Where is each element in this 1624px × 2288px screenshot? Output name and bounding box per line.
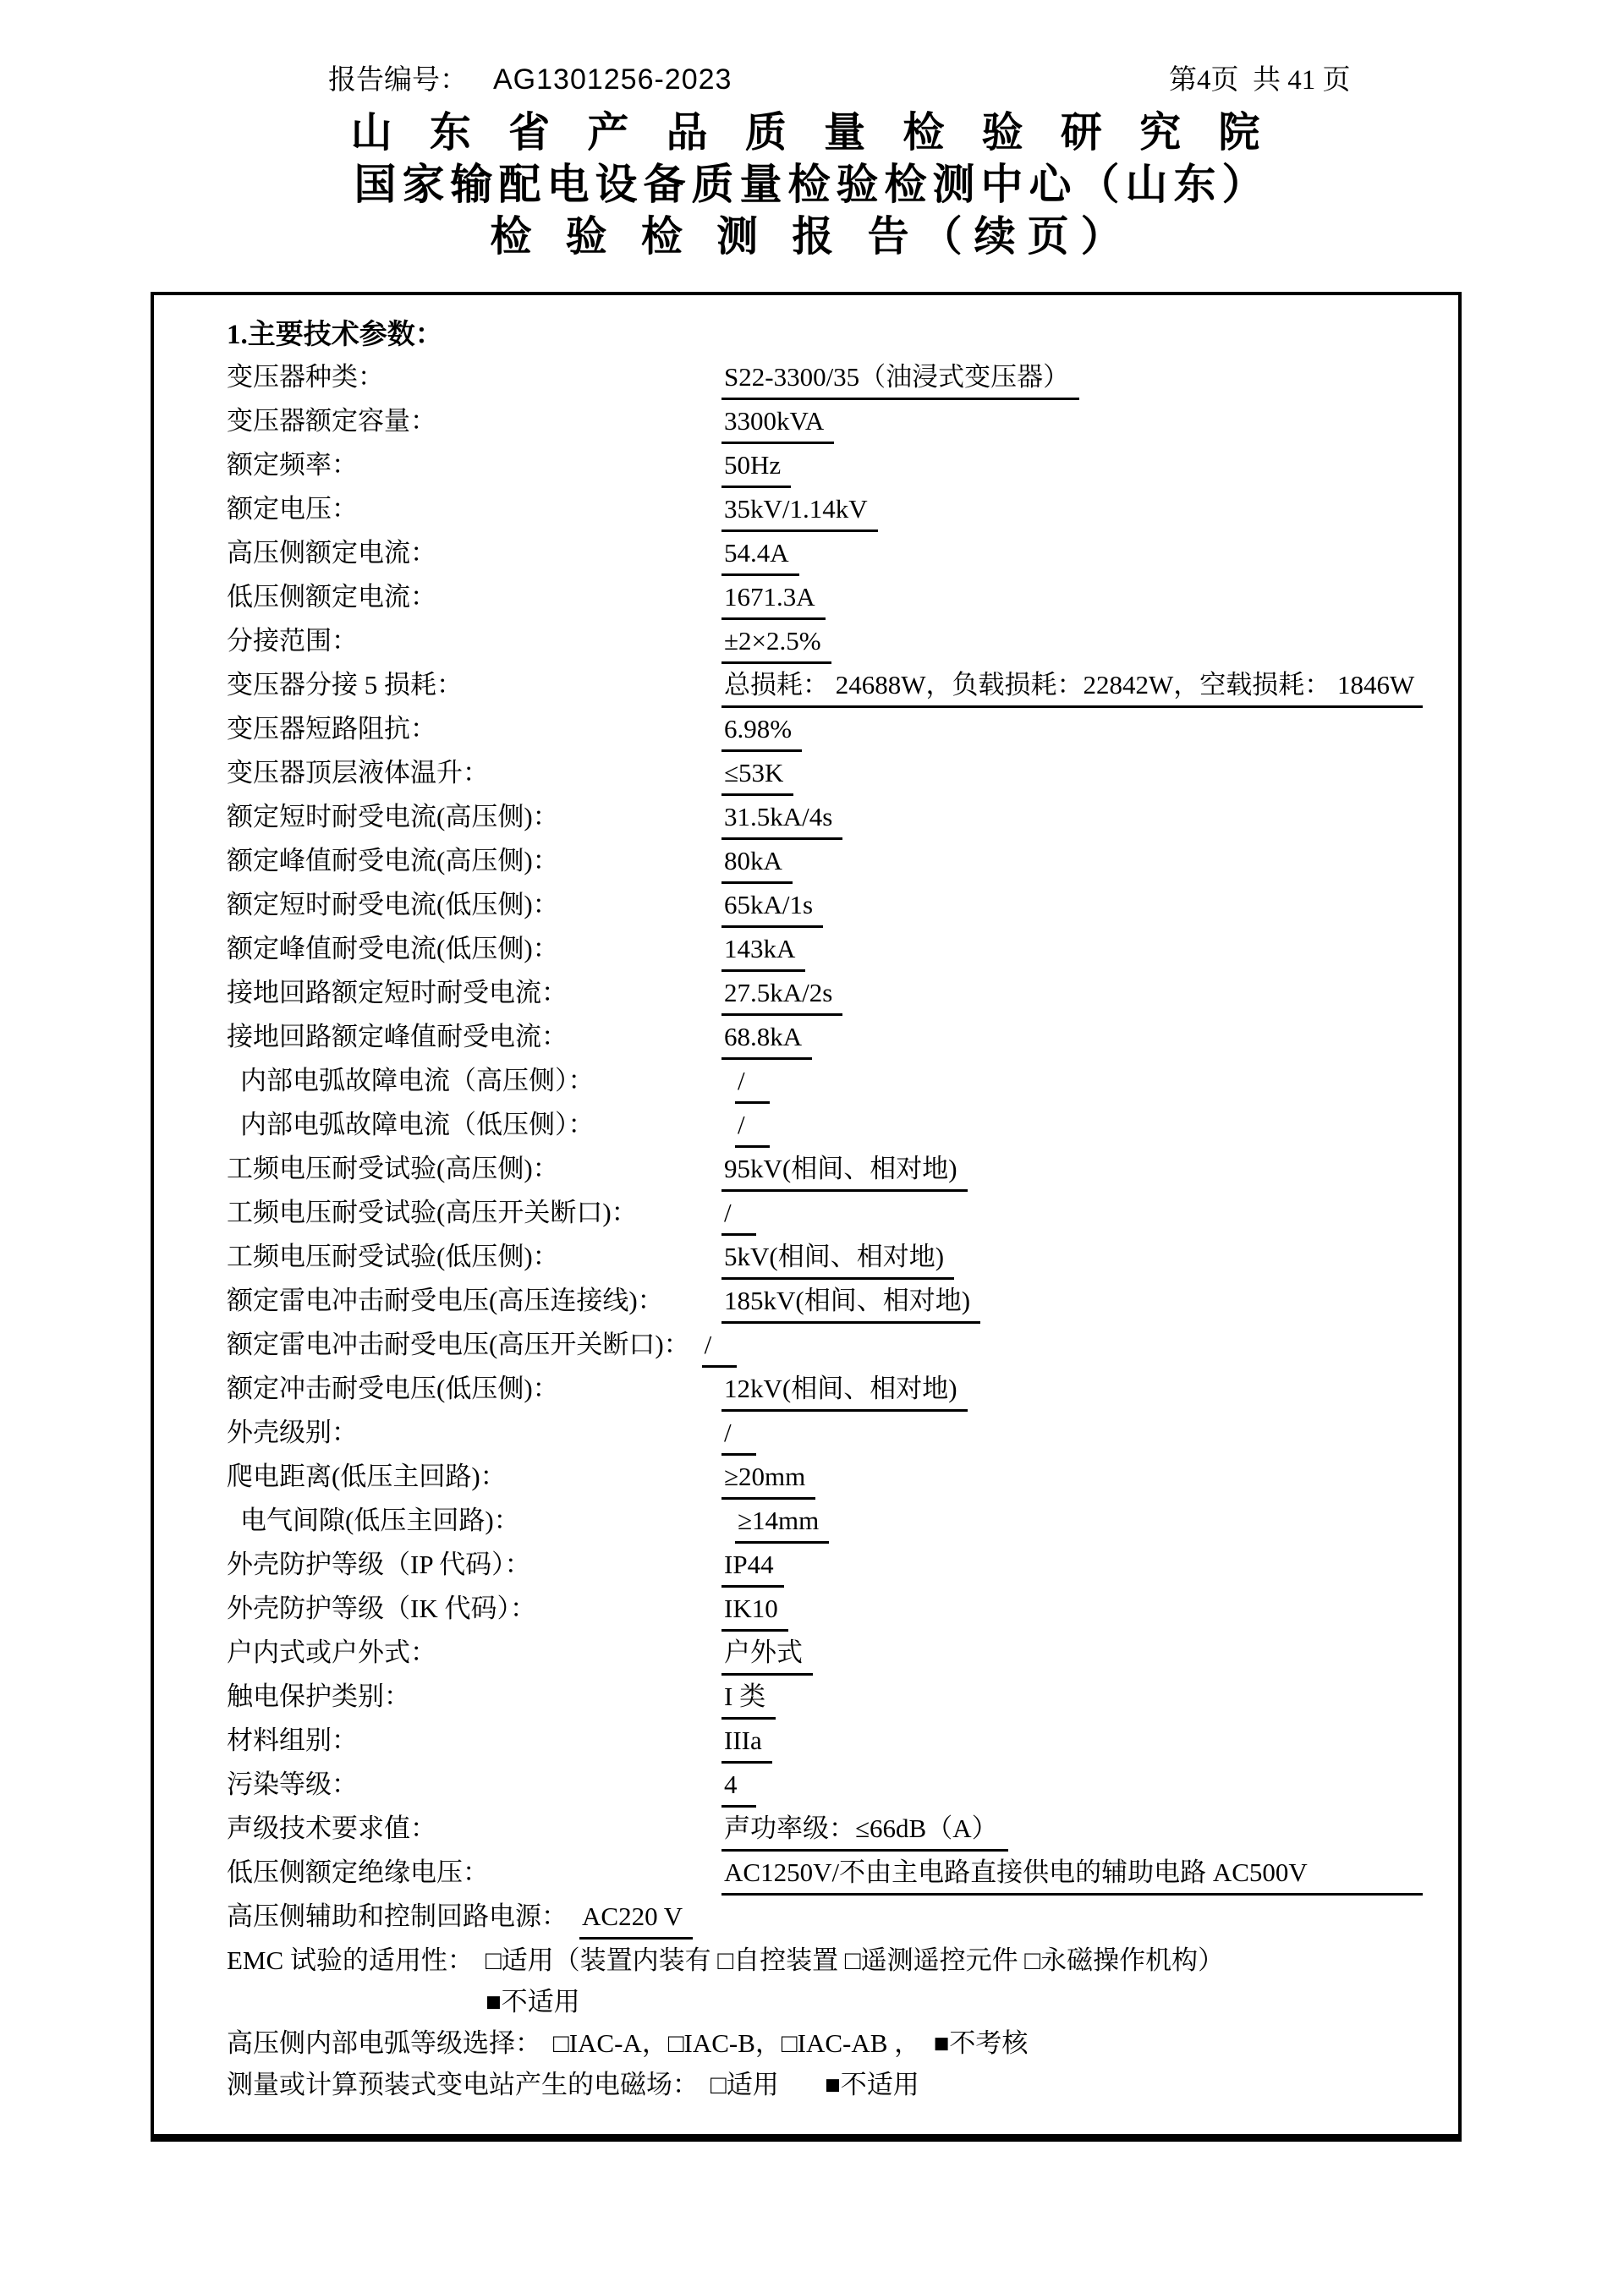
- parameter-label: 工频电压耐受试验(高压开关断口)：: [227, 1198, 638, 1227]
- parameter-value: 3300kVA: [721, 400, 834, 444]
- section-heading: 1.主要技术参数：: [227, 320, 443, 350]
- parameter-row: [227, 1236, 1423, 1280]
- parameter-value: I 类: [721, 1676, 776, 1720]
- parameter-value: □IAC-A，□IAC-B，□IAC-AB ， ■不考核: [553, 2028, 1029, 2058]
- parameter-label: 额定电压：: [227, 494, 358, 524]
- parameter-row: [227, 488, 1423, 532]
- parameter-label: 变压器分接 5 损耗：: [227, 670, 463, 700]
- parameter-value: 6.98%: [721, 708, 802, 752]
- parameter-value: 54.4A: [721, 532, 799, 576]
- parameter-label: 外壳级别：: [227, 1418, 358, 1447]
- parameter-label: 变压器短路阻抗：: [227, 714, 436, 743]
- parameter-label: 变压器顶层液体温升：: [227, 758, 489, 787]
- parameter-label: 额定峰值耐受电流(高压侧)：: [227, 846, 559, 875]
- parameter-value: 5kV(相间、相对地): [721, 1236, 954, 1280]
- parameter-row: [227, 1896, 1423, 1940]
- parameter-label: 分接范围：: [227, 626, 358, 656]
- parameter-row: [227, 1852, 1423, 1896]
- parameter-label: 爬电距离(低压主回路)：: [227, 1462, 507, 1491]
- report-number-label: 报告编号：: [328, 65, 468, 96]
- parameter-value: /: [721, 1412, 756, 1456]
- parameter-value: □适用 ■不适用: [710, 2070, 919, 2099]
- parameter-value: 户外式: [721, 1632, 813, 1676]
- parameter-value: /: [702, 1324, 737, 1368]
- parameter-label: 高压侧额定电流：: [227, 538, 436, 568]
- report-number-value: AG1301256-2023: [493, 63, 732, 96]
- parameter-row: [227, 972, 1423, 1016]
- parameter-value: 总损耗： 24688W，负载损耗：22842W，空载损耗： 1846W: [721, 664, 1423, 708]
- parameter-label: 变压器种类：: [227, 362, 384, 392]
- parameter-row: [227, 2022, 1423, 2064]
- parameter-row: [227, 796, 1423, 840]
- parameter-label: EMC 试验的适用性：: [227, 1945, 474, 1975]
- parameter-label: 外壳防护等级（IK 代码）：: [227, 1594, 536, 1623]
- parameter-label: 额定雷电冲击耐受电压(高压连接线)：: [227, 1286, 664, 1315]
- parameter-row: [227, 708, 1423, 752]
- parameter-value: 95kV(相间、相对地): [721, 1148, 968, 1192]
- parameter-label: 工频电压耐受试验(低压侧)：: [227, 1242, 559, 1271]
- parameter-row: [227, 532, 1423, 576]
- parameter-label: 污染等级：: [227, 1769, 358, 1799]
- parameter-label: 额定峰值耐受电流(低压侧)：: [227, 934, 559, 963]
- parameter-label: 高压侧辅助和控制回路电源：: [227, 1901, 568, 1931]
- parameter-value: /: [721, 1192, 756, 1236]
- parameter-row: [227, 2064, 1423, 2105]
- parameter-label: 接地回路额定短时耐受电流：: [227, 978, 568, 1007]
- parameter-value: 4: [721, 1764, 756, 1808]
- parameter-row: [227, 400, 1423, 444]
- parameter-row: [227, 1808, 1423, 1852]
- parameter-row: [227, 1324, 1423, 1368]
- parameter-row: [227, 356, 1423, 400]
- parameter-label: 工频电压耐受试验(高压侧)：: [227, 1154, 559, 1183]
- parameter-value: ≥14mm: [735, 1500, 829, 1544]
- parameter-value: 143kA: [721, 928, 805, 972]
- parameter-row: [227, 1060, 1423, 1104]
- parameter-value: 27.5kA/2s: [721, 972, 842, 1016]
- parameter-label: 电气间隙(低压主回路)：: [240, 1506, 520, 1535]
- parameter-value: AC1250V/不由主电路直接供电的辅助电路 AC500V: [721, 1852, 1423, 1896]
- parameter-label: 材料组别：: [227, 1726, 358, 1755]
- parameter-row: [227, 1280, 1423, 1324]
- report-number: [328, 58, 732, 97]
- parameter-row: [227, 1764, 1423, 1808]
- parameter-row: [227, 884, 1423, 928]
- parameter-value: 185kV(相间、相对地): [721, 1280, 980, 1324]
- parameter-label: 内部电弧故障电流（高压侧）：: [240, 1066, 595, 1095]
- parameter-label: 变压器额定容量：: [227, 406, 436, 436]
- parameter-value: ≥20mm: [721, 1456, 815, 1500]
- parameter-value: ≤53K: [721, 752, 793, 796]
- parameter-value: IK10: [721, 1588, 788, 1632]
- parameter-value: 65kA/1s: [721, 884, 823, 928]
- parameter-value: ±2×2.5%: [721, 620, 831, 664]
- parameter-row: [227, 664, 1423, 708]
- parameter-label: 户内式或户外式：: [227, 1638, 436, 1667]
- parameter-row: [227, 620, 1423, 664]
- parameter-label: 额定冲击耐受电压(低压侧)：: [227, 1374, 559, 1403]
- parameter-value: 68.8kA: [721, 1016, 812, 1060]
- parameter-label: 额定雷电冲击耐受电压(高压开关断口)：: [227, 1330, 690, 1359]
- parameter-label: 高压侧内部电弧等级选择：: [227, 2028, 541, 2058]
- parameter-row: [227, 1500, 1423, 1544]
- parameter-value: 80kA: [721, 840, 793, 884]
- parameter-value: 声功率级：≤66dB（A）: [721, 1808, 1008, 1852]
- parameter-value: S22-3300/35（油浸式变压器）: [721, 356, 1079, 400]
- title-line-3: 检 验 检 测 报 告（续页）: [490, 213, 1134, 260]
- parameter-value: 50Hz: [721, 444, 791, 488]
- parameter-label: 额定短时耐受电流(低压侧)：: [227, 890, 559, 919]
- parameter-label: 接地回路额定峰值耐受电流：: [227, 1022, 568, 1051]
- parameter-row: [227, 1588, 1423, 1632]
- parameter-row: [227, 1720, 1423, 1764]
- parameter-value: IIIa: [721, 1720, 772, 1764]
- parameter-row: [227, 1940, 1423, 2022]
- parameter-label: 低压侧额定绝缘电压：: [227, 1857, 489, 1887]
- parameter-row: [227, 1456, 1423, 1500]
- page-indicator: 第4页 共 41 页: [1169, 65, 1351, 96]
- parameters-box: [151, 292, 1462, 2142]
- parameter-row: [227, 1368, 1423, 1412]
- parameter-row: [227, 1104, 1423, 1148]
- parameter-value: /: [735, 1104, 770, 1148]
- parameter-row: [227, 1676, 1423, 1720]
- parameter-row: [227, 1192, 1423, 1236]
- parameter-value: □适用（装置内装有 □自控装置 □遥测遥控元件 □永磁操作机构）: [485, 1945, 1225, 1975]
- parameter-label: 测量或计算预装式变电站产生的电磁场：: [227, 2070, 699, 2099]
- parameter-row: [227, 576, 1423, 620]
- parameter-value: /: [735, 1060, 770, 1104]
- parameter-label: 低压侧额定电流：: [227, 582, 436, 612]
- parameter-rows: [227, 356, 1423, 2105]
- parameter-label: 声级技术要求值：: [227, 1813, 436, 1843]
- title-line-1: 山 东 省 产 品 质 量 检 验 研 究 院: [350, 109, 1274, 156]
- parameter-row: [227, 1016, 1423, 1060]
- parameter-label: 内部电弧故障电流（低压侧）：: [240, 1110, 595, 1139]
- document-title-block: [0, 109, 1624, 260]
- parameter-value: 31.5kA/4s: [721, 796, 842, 840]
- parameter-row: [227, 1412, 1423, 1456]
- title-line-2: 国家输配电设备质量检验检测中心（山东）: [354, 161, 1270, 208]
- parameter-value: IP44: [721, 1544, 784, 1588]
- parameter-value: 1671.3A: [721, 576, 826, 620]
- parameter-value: 12kV(相间、相对地): [721, 1368, 968, 1412]
- parameter-label: 外壳防护等级（IP 代码）：: [227, 1550, 531, 1579]
- parameter-label: 额定频率：: [227, 450, 358, 480]
- parameter-label: 触电保护类别：: [227, 1682, 410, 1711]
- parameter-value-line2: ■不适用: [485, 1987, 580, 2016]
- parameter-row: [227, 840, 1423, 884]
- parameter-row: [227, 444, 1423, 488]
- parameter-value: 35kV/1.14kV: [721, 488, 878, 532]
- parameter-row: [227, 1632, 1423, 1676]
- parameter-row: [227, 1544, 1423, 1588]
- parameter-row: [227, 928, 1423, 972]
- parameter-value: AC220 V: [579, 1896, 693, 1940]
- parameter-label: 额定短时耐受电流(高压侧)：: [227, 802, 559, 831]
- parameter-row: [227, 752, 1423, 796]
- parameter-row: [227, 1148, 1423, 1192]
